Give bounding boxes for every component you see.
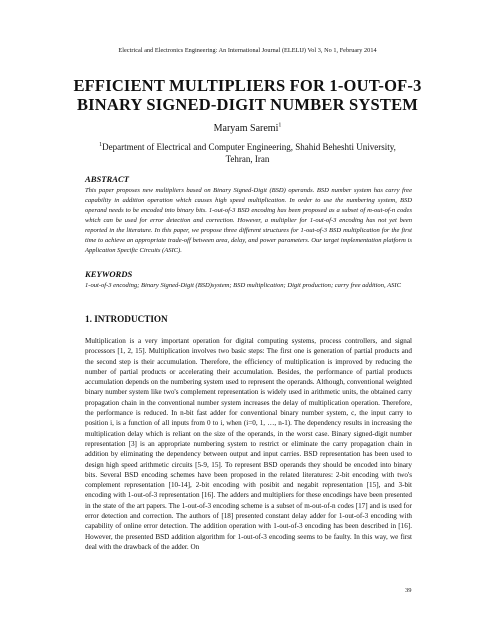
title-line-1: EFFICIENT MULTIPLIERS FOR 1-OUT-OF-3 bbox=[73, 76, 422, 95]
affiliation-line-1 bbox=[60, 142, 435, 154]
page-number: 39 bbox=[405, 587, 412, 594]
introduction-text: Multiplication is a very important operation for digital computing systems, process controllers, and signal processors [1, 2, 15]. Multiplication involves two basic steps: The first one is generation of partial products and the second step is their accumulation. Therefore, the efficiency of multiplication is improved by reducing the number of partial products or accelerating their accumulation. Besides, the performance of partial products accumulation depends on the numbering system used to represent the operands. Although, conventional weighted binary number system like two's complement representation is widely used in arithmetic units, the obtained carry propagation chain in the conventional number system increases the delay of multiplication operation. Therefore, the performance is reduced. In n-bit fast adder for conventional binary number system, c, the input carry to position i, is a function of all inputs from 0 to i, when (i=0, 1, …, n-1). The dependency results in increasing the multiplication delay which is reliant on the size of the operands, in the worst case. Binary signed-digit number representation [3] is an appropriate numbering system to restrict or eliminate the carry propagation chain in addition by eliminating the dependency between output and input carries. BSD representation has been used to design high speed arithmetic circuits [5-9, 15]. To represent BSD operands they should be encoded into binary bits. Several BSD encoding schemes have been proposed in the related literatures: 2-bit encoding with two's complement representation [10-14], 2-bit encoding with posibit and negabit representation [15], and 3-bit encoding with 1-out-of-3 representation [16]. The adders and multipliers for these encodings have been presented in the state of the art papers. The 1-out-of-3 encoding scheme is a subset of m-out-of-n codes [17] and is used for error detection and correction. The authors of [18] presented constant delay adder for 1-out-of-3 encoding with capability of online error detection. The addition operation with 1-out-of-3 encoding has been described in [16]. However, the presented BSD addition algorithm for 1-out-of-3 encoding seems to be faulty. In this way, we first deal with the drawback of the adder. On bbox=[85, 337, 412, 551]
author-name: Maryam Saremi bbox=[213, 123, 279, 134]
abstract-text: This paper proposes new multipliers based on Binary Signed-Digit (BSD) operands. BSD number system has carry free capability in addition operation which causes high speed multiplication. In order to use the numbering system, BSD operand needs to be encoded into binary bits. 1-out-of-3 BSD encoding has been proposed as a subset of m-out-of-n codes which can be used for error detection and correction. However, a multiplier for 1-out-of-3 encoding has not yet been reported in the literature. In this paper, we propose three different structures for 1-out-of-3 BSD multiplication for the first time to achieve an appropriate trade-off between area, delay, and power parameters. Our target implementation platform is Application Specific Circuits (ASIC). bbox=[85, 187, 412, 254]
keywords-text: 1-out-of-3 encoding; Binary Signed-Digit (BSD)system; BSD multiplication; Digit production; carry free addition, ASIC bbox=[85, 282, 401, 289]
affiliation-mark: 1 bbox=[99, 142, 103, 148]
journal-header: Electrical and Electronics Engineering: An International Journal (ELELIJ) Vol 3, No 1, February 2014 bbox=[118, 47, 377, 54]
affiliation-text-1: Department of Electrical and Computer Engineering, Shahid Beheshti University, bbox=[102, 142, 396, 152]
author-line bbox=[0, 123, 495, 134]
keywords-heading: KEYWORDS bbox=[85, 269, 133, 279]
author-affiliation-mark: 1 bbox=[278, 122, 282, 129]
introduction-heading: 1. INTRODUCTION bbox=[85, 314, 168, 324]
abstract-heading: ABSTRACT bbox=[85, 174, 129, 184]
affiliation-line-2: Tehran, Iran bbox=[225, 153, 270, 164]
affiliation bbox=[60, 142, 435, 165]
title-line-2: BINARY SIGNED-DIGIT NUMBER SYSTEM bbox=[76, 95, 419, 114]
paper-title bbox=[40, 76, 455, 114]
